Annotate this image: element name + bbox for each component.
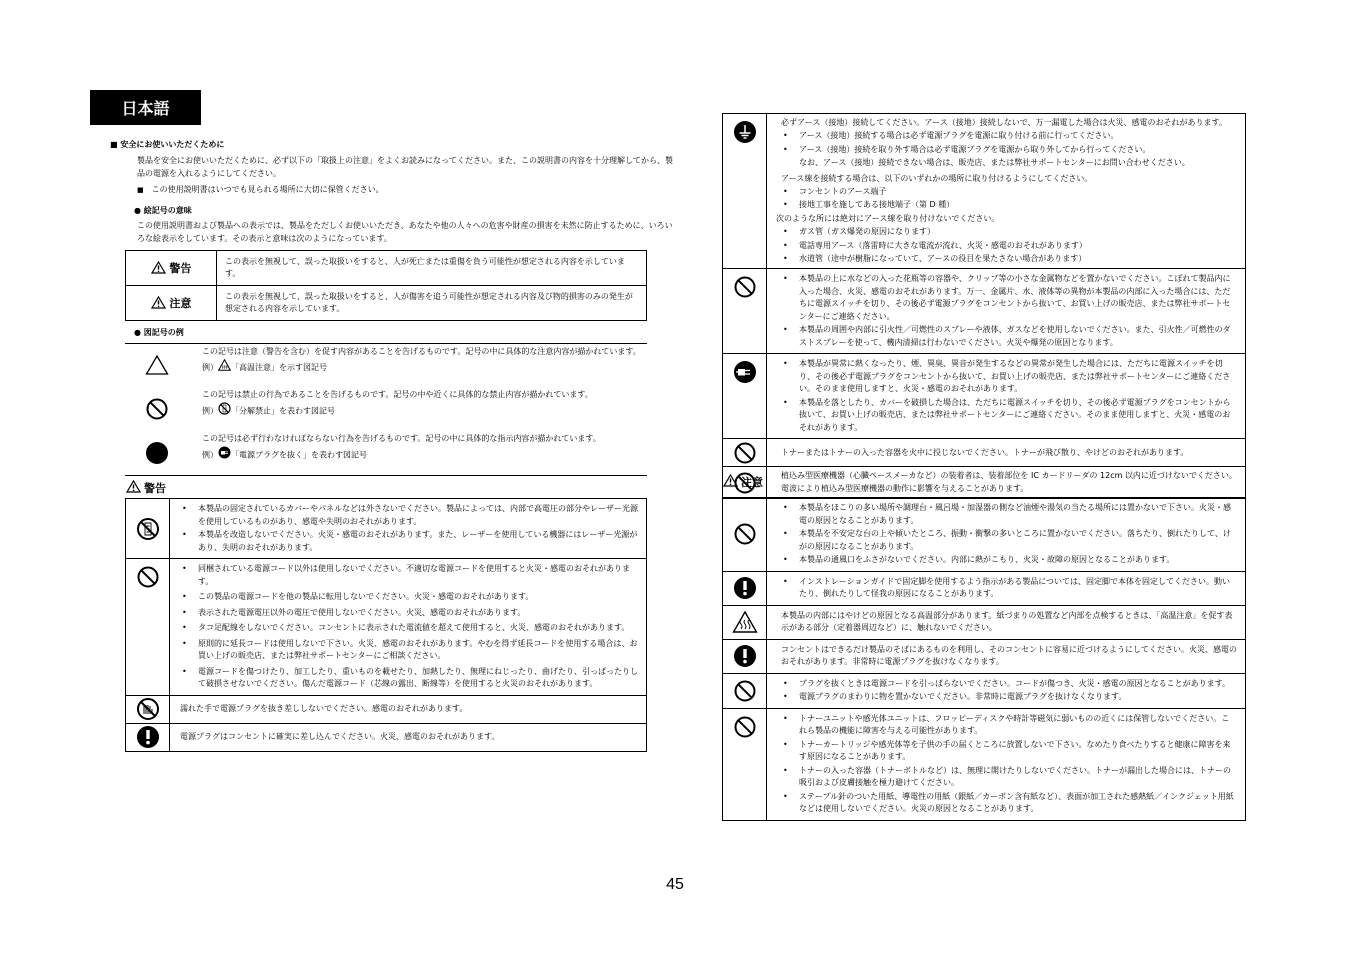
warning-content xyxy=(767,269,1246,354)
caution-row xyxy=(723,639,1246,673)
example-prefix: 例） xyxy=(202,405,218,415)
list-item: • タコ足配線をしないでください。コンセントに表示された電流値を超えて使用すると、火災、感電のおそれがあります。 xyxy=(180,622,638,635)
warning-row xyxy=(723,114,1246,269)
prohibition-icon xyxy=(723,679,766,703)
list-item: • インストレーションガイドで固定脚を使用するよう指示がある製品については、固定脚で本体を固定してください。動いたり、倒れたりして怪我の原因になることがあります。 xyxy=(781,576,1237,601)
pictogram-meaning-text: この使用説明書および製品への表示では、製品をただしくお使いいただき、あなたや他の人々への危害や財産の損害を未然に防止するために、いろいろな絵表示をしています。その表示と意味は次のようになっています。 xyxy=(137,221,673,243)
severity-label-cell xyxy=(126,251,217,286)
warning-content: 植込み型医療機器（心臓ペースメーカなど）の装着者は、装着部位を IC カードリーダの 12cm 以内に近づけないでください。電波により植込み型医療機器の動作に影響を与えることがあります。 xyxy=(767,467,1246,499)
example-mandatory-symbol xyxy=(125,433,647,473)
list-item: • ステープル針のついた用紙、導電性の用紙（銀紙／カーボン含有紙など）、表面が加工された感熱紙／インクジェット用紙などは使用しないでください。火災の原因となることがあります。 xyxy=(781,791,1237,816)
caution-content xyxy=(767,571,1246,605)
triangle-caution-icon xyxy=(145,354,169,380)
warning-table-right xyxy=(722,113,1246,499)
list-item: • 電話専用アース（落雷時に大きな電流が流れ、火災・感電のおそれがあります） xyxy=(781,240,1237,252)
list-item: • 本製品の通風口をふさがないでください。内部に熱がこもり、火災・故障の原因となることがあります。 xyxy=(781,554,1237,567)
caution-row xyxy=(723,605,1246,639)
caution-content xyxy=(767,708,1246,820)
icon-cell xyxy=(723,605,767,639)
example-line xyxy=(202,359,642,376)
language-label: 日本語 xyxy=(90,90,201,125)
example-line xyxy=(202,402,642,420)
icon-cell xyxy=(126,559,170,696)
severity-row-warning xyxy=(126,251,647,286)
icon-cell xyxy=(126,499,170,559)
safety-section-title: ■ 安全にお使いいただくために xyxy=(110,140,225,149)
prohibition-icon xyxy=(723,715,766,739)
safety-intro: 製品を安全にお使いいただくために、必ず以下の「取扱上の注意」をよくお読みになってください。また、この説明書の内容を十分理解してから、製品の電源を入れるようにしてください。 xyxy=(137,156,673,178)
example-prohibition-symbol xyxy=(125,389,647,429)
symbol-example-title: ● 図記号の例 xyxy=(134,328,184,337)
list-item: • 同梱されている電源コード以外は使用しないでください。不適切な電源コードを使用すると火災・感電のおそれがあります。 xyxy=(180,563,638,588)
example-caption: 「電源プラグを抜く」を表わす図記号 xyxy=(231,449,367,459)
warning-row xyxy=(126,695,647,723)
list-item: • アース（接地）接続を取り外す場合は必ず電源プラグを電源から取り外してから行ってください。 xyxy=(781,144,1237,156)
icon-cell xyxy=(723,114,767,269)
warning-row xyxy=(126,723,647,751)
example-description: この記号は必ず行わなければならない行為を告げるものです。記号の中に具体的な指示内容が描かれています。 xyxy=(202,434,601,443)
prohibition-icon xyxy=(723,275,766,299)
list-item: • この製品の電源コードを他の製品に転用しないでください。火災・感電のおそれがあります。 xyxy=(180,591,638,604)
keep-manual-note xyxy=(137,184,677,197)
ground-text: なお、アース（接地）接続できない場合は、販売店、または弊社サポートセンターにお問い合わせください。 xyxy=(799,158,1190,168)
caution-heading-text: 注意 xyxy=(741,476,763,489)
warning-content xyxy=(767,354,1246,439)
icon-cell xyxy=(723,708,767,820)
example-caution-symbol xyxy=(125,346,647,386)
example-caption: 「分解禁止」を表わす図記号 xyxy=(231,405,335,415)
divider xyxy=(125,343,647,344)
caution-row xyxy=(723,673,1246,708)
severity-label: 警告 xyxy=(169,261,192,275)
list-item: • 本製品の周囲や内部に引火性／可燃性のスプレーや液体、ガスなどを使用しないでください。また、引火性／可燃性のダストスプレーを使って、機内清掃は行わないでください。火災や爆発の原因となります。 xyxy=(781,324,1237,349)
warning-triangle-icon xyxy=(126,480,141,496)
severity-description: この表示を無視して、誤った取扱いをすると、人が傷害を追う可能性が想定される内容及び物的損害のみの発生が想定される内容を示しています。 xyxy=(217,286,647,321)
warning-content: 電源プラグはコンセントに確実に差し込んでください。火災、感電のおそれがあります。 xyxy=(170,723,647,751)
example-description: この記号は禁止の行為であることを告げるものです。記号の中や近くに具体的な禁止内容が描かれています。 xyxy=(202,390,593,399)
page-number: 45 xyxy=(666,876,684,893)
mandatory-icon xyxy=(126,725,169,749)
warning-row xyxy=(126,499,647,559)
list-item: • トナーカートリッジや感光体等を子供の手の届くところに放置しないで下さい。なめたり食べたりすると健康に障害を来す原因になることがあります。 xyxy=(781,739,1237,764)
unplug-icon xyxy=(218,446,231,464)
list-item: • 本製品の固定されているカバーやパネルなどは外さないでください。製品によっては、内部で高電圧の部分やレーザー光源を使用しているものがあり、感電や失明のおそれがあります。 xyxy=(180,503,638,528)
warning-row xyxy=(723,439,1246,467)
caution-row xyxy=(723,708,1246,820)
example-caption: 「高温注意」を示す図記号 xyxy=(231,362,327,372)
list-item: • 本製品を落としたり、カバーを破損した場合は、ただちに電源スイッチを切り、その後必ず電源プラグをコンセントから抜いて、お買い上げの販売店、または弊社サポートセンターにご連絡ください。そのまま使用しますと、火災・感電のおそれがあります。 xyxy=(781,397,1237,435)
prohibition-icon xyxy=(126,565,169,589)
warning-table-left xyxy=(125,498,647,752)
hot-surface-icon xyxy=(723,610,766,634)
caution-content xyxy=(767,498,1246,572)
icon-cell xyxy=(126,723,170,751)
icon-cell xyxy=(723,439,767,467)
caution-content xyxy=(767,673,1246,708)
list-item: • 電源プラグのまわりに物を置かないでください。非常時に電源プラグを抜けなくなります。 xyxy=(781,691,1237,704)
no-wet-hands-icon xyxy=(126,697,169,721)
list-item: • 原則的に延長コードは使用しないで下さい。火災、感電のおそれがあります。やむを得ず延長コードを使用する場合は、お買い上げの販売店、または弊社サポートセンターにご相談ください。 xyxy=(180,638,638,663)
severity-table xyxy=(125,250,647,321)
hot-surface-icon xyxy=(218,359,231,376)
severity-label: 注意 xyxy=(169,296,192,310)
icon-cell xyxy=(723,354,767,439)
caution-content: コンセントはできるだけ製品のそばにあるものを利用し、そのコンセントに容易に近づけるようにしてください。火災、感電のおそれがあります。非常時に電源プラグを抜けなくなります。 xyxy=(767,639,1246,673)
warning-heading xyxy=(126,480,166,496)
caution-heading xyxy=(723,474,763,490)
list-item: • 本製品を改造しないでください。火災・感電のおそれがあります。また、レーザーを使用している機器にはレーザー光源があり、失明のおそれがあります。 xyxy=(180,529,638,554)
warning-row xyxy=(723,467,1246,499)
warning-content: 濡れた手で電源プラグを抜き差ししないでください。感電のおそれがあります。 xyxy=(170,695,647,723)
caution-row xyxy=(723,498,1246,572)
square-bullet-icon: ■ xyxy=(137,186,144,194)
caution-content: 本製品の内部にはやけどの原因となる高温部分があります。紙づまりの処置など内部を点検するときは、「高温注意」を促す表示がある部分（定着器周辺など）に、触れないでください。 xyxy=(767,605,1246,639)
mandatory-icon xyxy=(723,576,766,600)
list-item: • プラグを抜くときは電源コードを引っぱらないでください。コードが傷つき、火災・感電の原因となることがあります。 xyxy=(781,678,1237,691)
warning-row xyxy=(126,559,647,696)
warning-row xyxy=(723,354,1246,439)
no-disassembly-icon xyxy=(126,517,169,541)
icon-cell xyxy=(723,269,767,354)
list-item: • アース（接地）接続する場合は必ず電源プラグを電源に取り付ける前に行ってください。 xyxy=(781,130,1237,142)
warning-triangle-icon xyxy=(151,296,166,312)
severity-label-cell xyxy=(126,286,217,321)
keep-manual-text: この使用説明書はいつでも見られる場所に大切に保管ください。 xyxy=(151,185,384,194)
list-item: • コンセントのアース端子 xyxy=(781,186,1237,198)
icon-cell xyxy=(723,673,767,708)
filled-circle-icon xyxy=(145,441,169,469)
ground-icon xyxy=(723,120,766,144)
list-item: • トナーの入った容器（トナーボトルなど）は、無理に開けたりしないでください。トナーが漏出した場合には、トナーの吸引および皮膚接触を極力避けてください。 xyxy=(781,765,1237,790)
list-item: • 本製品をほこりの多い場所や調理台・風呂場・加湿器の側など油煙や湯気の当たる場所には置かないで下さい。火災・感電の原因となることがあります。 xyxy=(781,502,1237,527)
list-item: • トナーユニットや感光体ユニットは、フロッピーディスクや時計等磁気に弱いものの近くには保管しないでください。これら製品の機能に障害を与える可能性があります。 xyxy=(781,713,1237,738)
ground-content xyxy=(767,114,1246,269)
warning-row xyxy=(723,269,1246,354)
warning-triangle-icon xyxy=(723,474,738,490)
caution-row xyxy=(723,571,1246,605)
pictogram-meaning-title: ● 絵記号の意味 xyxy=(134,206,192,215)
list-item: • 表示された電源電圧以外の電圧で使用しないでください。火災、感電のおそれがあります。 xyxy=(180,607,638,620)
warning-content xyxy=(170,499,647,559)
icon-cell xyxy=(723,571,767,605)
list-item: • 本製品が異常に熱くなったり、煙、異臭、異音が発生するなどの異常が発生した場合には、ただちに電源スイッチを切り、その後必ず電源プラグをコンセントから抜いて、お買い上げの販売店、または弊社サポートセンターにご連絡ください。そのまま使用しますと、火災・感電のおそれがあります。 xyxy=(781,358,1237,396)
list-item: • 本製品の上に水などの入った花瓶等の容器や、クリップ等の小さな金属物などを置かないでください。こぼれて製品内に入った場合、火災、感電のおそれがあります。万一、金属片、水、液体等の異物が本製品の内部に入った場合には、ただちに電源スイッチを切り、その後必ず電源プラグをコンセントから抜いて、お買い上げの販売店、または弊社サポートセンターにご連絡ください。 xyxy=(781,273,1237,323)
ground-text: 必ずアース（接地）接続してください。アース（接地）接続しないで、万一漏電した場合は火災、感電のおそれがあります。 xyxy=(781,118,1227,127)
ground-text: 次のような所には絶対にアース線を取り付けないでください。 xyxy=(776,213,1000,223)
unplug-icon xyxy=(723,360,766,384)
prohibition-icon xyxy=(723,441,766,465)
prohibition-icon xyxy=(723,522,766,546)
example-line xyxy=(202,446,642,464)
warning-content: トナーまたはトナーの入った容器を火中に投じないでください。トナーが飛び散り、やけどのおそれがあります。 xyxy=(767,439,1246,467)
example-description: この記号は注意（警告を含む）を促す内容があることを告げるものです。記号の中に具体的な注意内容が描かれています。 xyxy=(202,347,641,356)
warning-heading-text: 警告 xyxy=(144,482,166,495)
divider xyxy=(125,475,647,476)
example-prefix: 例） xyxy=(202,449,218,459)
icon-cell xyxy=(126,695,170,723)
list-item: • 電源コードを傷つけたり、加工したり、重いものを載せたり、加熱したり、無理にねじったり、曲げたり、引っぱったりして破損させないでください。傷んだ電源コード（芯線の露出、断線等）を使用すると火災のおそれがあります。 xyxy=(180,666,638,691)
no-disassembly-icon xyxy=(218,402,231,420)
ground-text: アース線を接続する場合は、以下のいずれかの場所に取り付けるようにしてください。 xyxy=(781,173,1093,183)
warning-triangle-icon xyxy=(151,261,166,277)
severity-description: この表示を無視して、誤った取扱いをすると、人が死亡または重傷を負う可能性が想定される内容を示しています。 xyxy=(217,251,647,286)
example-prefix: 例） xyxy=(202,362,218,372)
severity-row-caution xyxy=(126,286,647,321)
icon-cell xyxy=(723,639,767,673)
list-item: • 本製品を不安定な台の上や傾いたところ、振動・衝撃の多いところに置かないでください。落ちたり、倒れたりして、けがの原因になることがあります。 xyxy=(781,528,1237,553)
list-item: • 水道管（途中が樹脂になっていて、アースの役目を果たさない場合があります） xyxy=(781,253,1237,265)
warning-content xyxy=(170,559,647,696)
list-item: • ガス管（ガス爆発の原因になります） xyxy=(781,226,1237,238)
prohibition-circle-icon xyxy=(145,397,169,425)
mandatory-icon xyxy=(723,644,766,668)
icon-cell xyxy=(723,498,767,572)
caution-table xyxy=(722,497,1246,821)
list-item: • 接地工事を施してある接地端子（第 D 種） xyxy=(781,199,1237,211)
